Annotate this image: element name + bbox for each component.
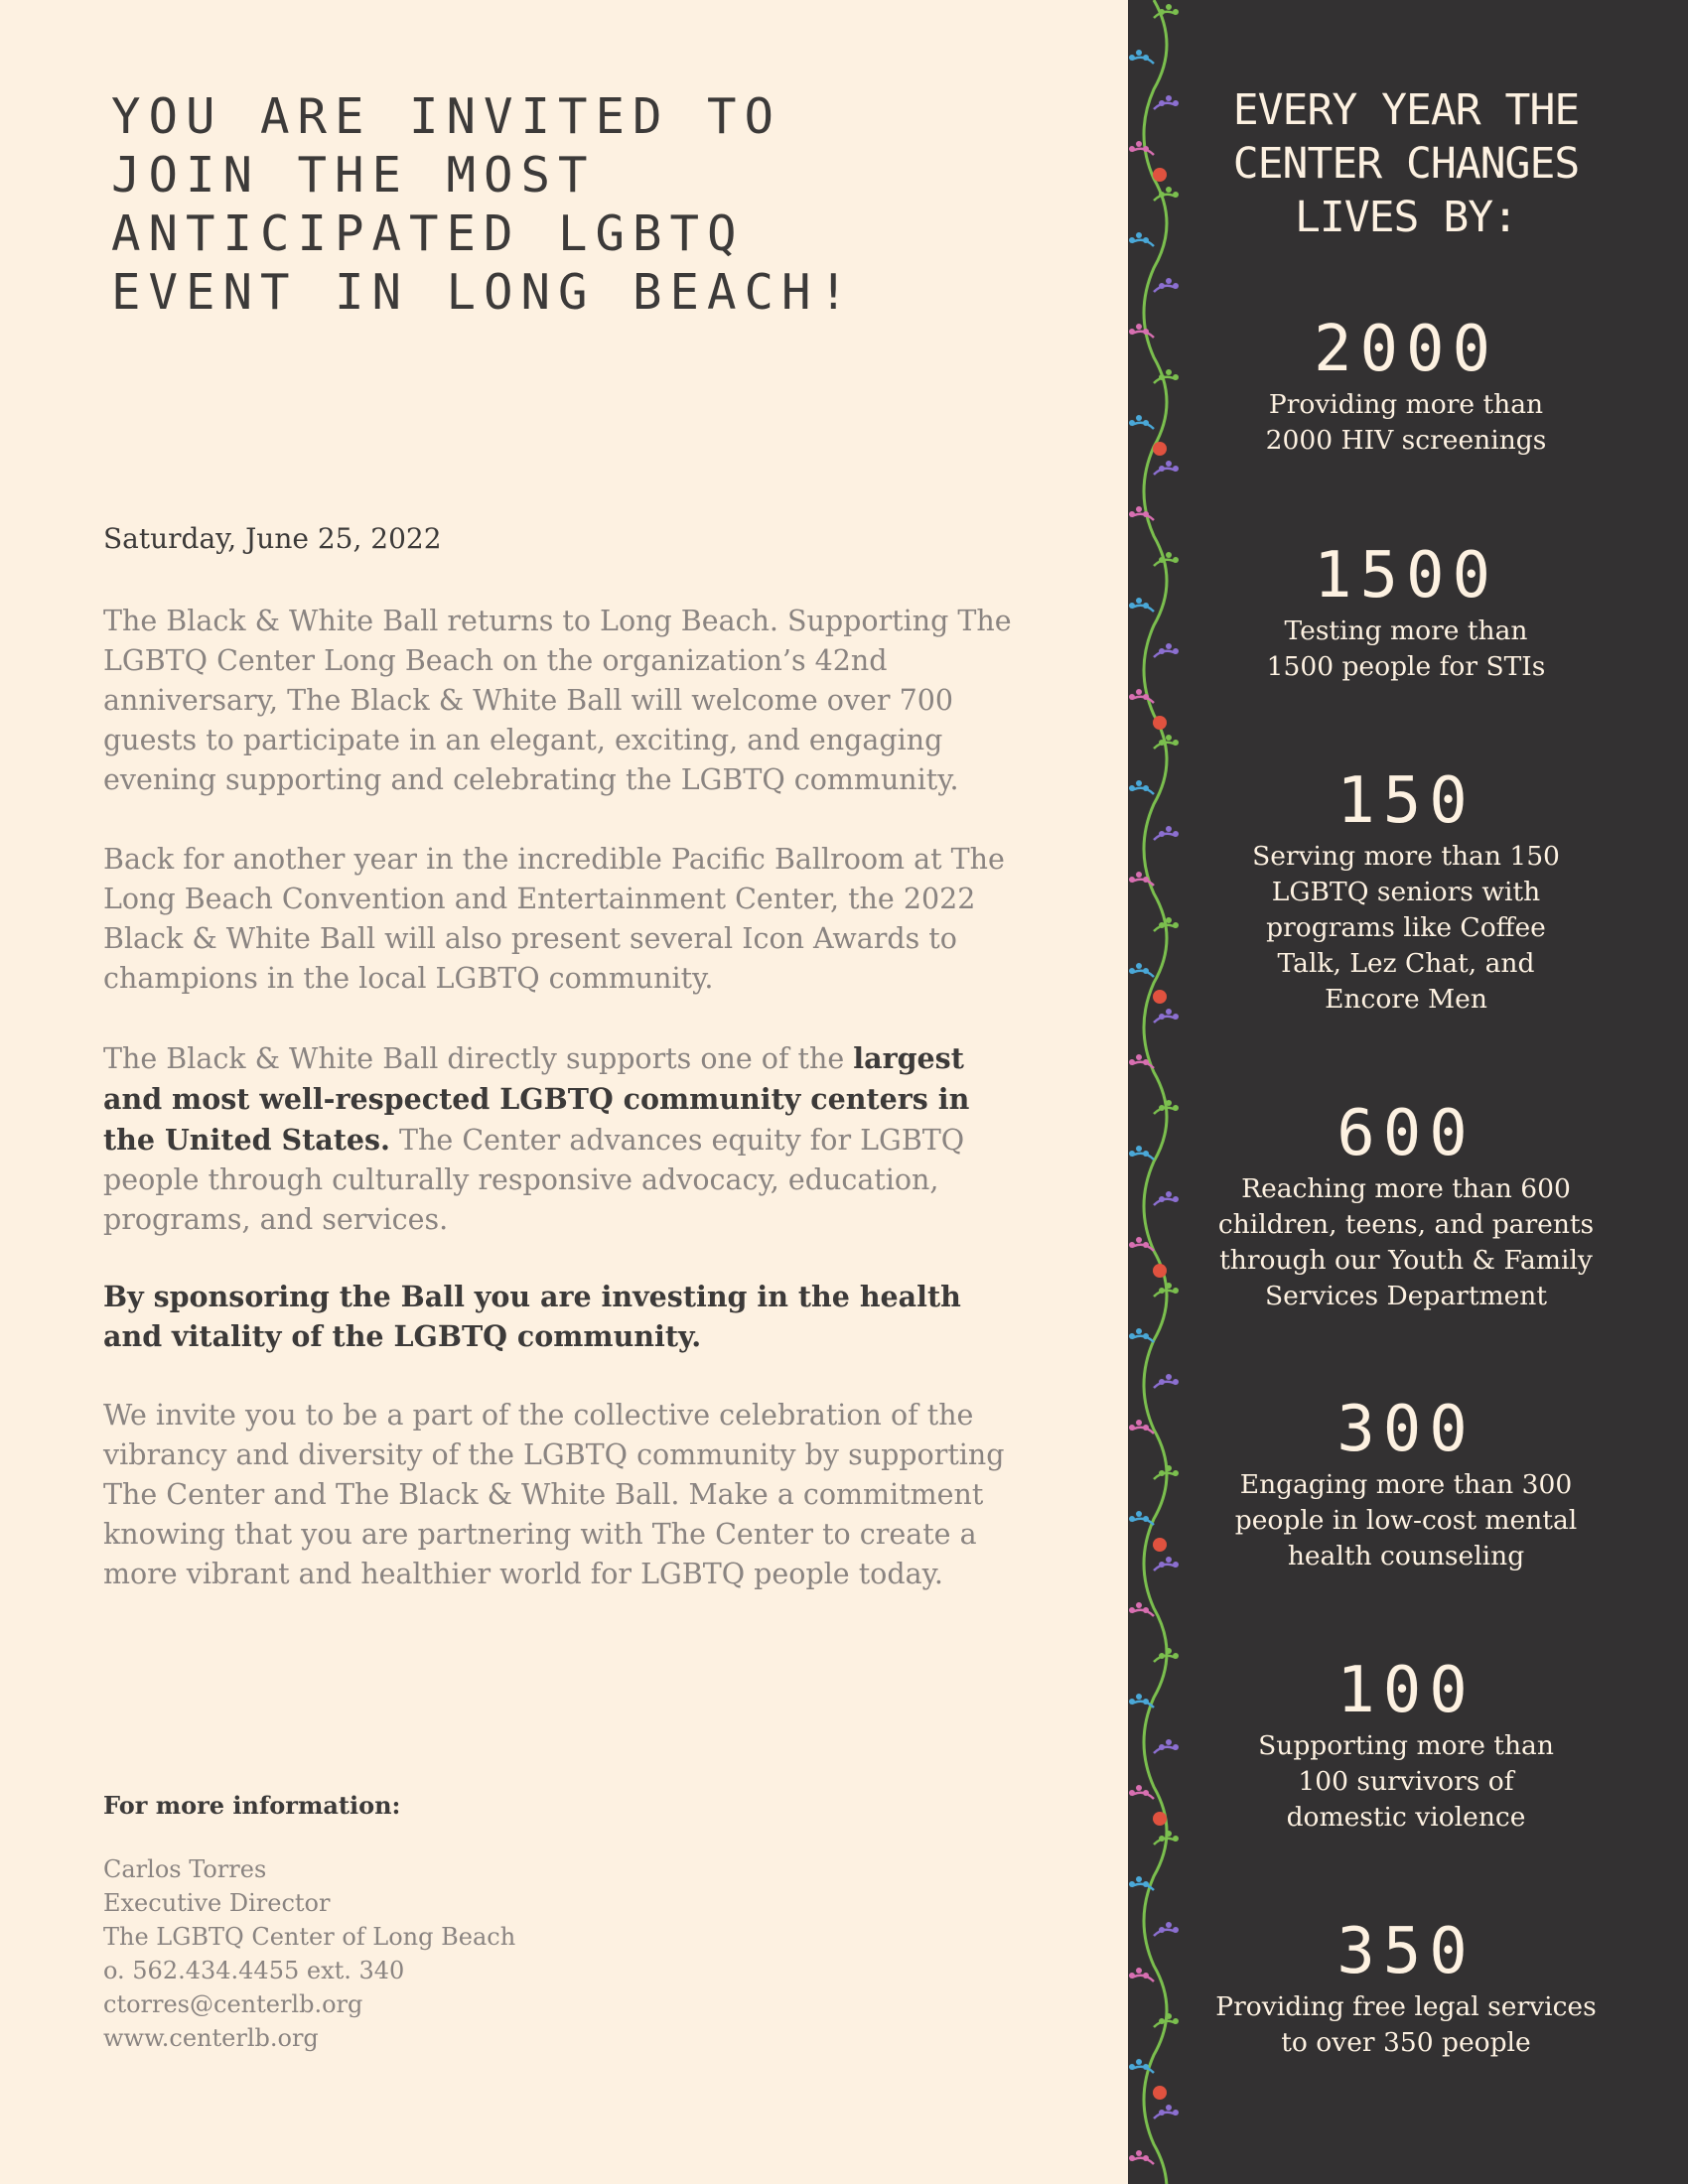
flower-icon bbox=[1153, 442, 1167, 456]
stat-number: 100 bbox=[1336, 1654, 1476, 1727]
stat-number: 350 bbox=[1336, 1915, 1476, 1988]
flower-icon bbox=[1153, 2086, 1167, 2100]
contact-phone: o. 562.434.4455 ext. 340 bbox=[103, 1957, 405, 1984]
stat-description-line: Providing more than bbox=[1268, 389, 1544, 420]
stats-title-line: EVERY YEAR THE bbox=[1232, 85, 1580, 135]
paragraph-sponsorship: By sponsoring the Ball you are investing in the health and vitality of the LGBTQ community. bbox=[103, 1280, 961, 1353]
stat-item bbox=[1188, 1916, 1624, 2061]
paragraph-mission-highlight: largest and most well-respected LGBTQ community centers in the United States. bbox=[103, 1041, 970, 1157]
vine-sprig bbox=[1154, 1191, 1179, 1205]
stat-item bbox=[1188, 765, 1624, 1018]
stats-title bbox=[1148, 83, 1664, 244]
stat-description-line: Serving more than 150 bbox=[1252, 841, 1560, 872]
vine-sprig bbox=[1129, 963, 1154, 977]
paragraph-venue: Back for another year in the incredible Pacific Ballroom at The Long Beach Convention and Entertainment Center, the 2022 Black & White Ball will also present several Icon Awards to champions in the local LGBTQ community. bbox=[103, 843, 1005, 995]
invitation-headline: YOU ARE INVITED TO JOIN THE MOST ANTICIPATED LGBTQ EVENT IN LONG BEACH! bbox=[111, 88, 857, 321]
stat-description-line: Encore Men bbox=[1325, 984, 1487, 1015]
vine-sprig bbox=[1129, 324, 1154, 338]
contact-block bbox=[103, 1852, 699, 2055]
floral-vine-decoration bbox=[1128, 0, 1196, 2184]
vine-sprig bbox=[1154, 2105, 1179, 2118]
stat-description-line: Testing more than bbox=[1284, 615, 1528, 646]
flower-icon bbox=[1153, 716, 1167, 730]
stat-number: 1500 bbox=[1313, 539, 1499, 613]
vine-sprig bbox=[1129, 689, 1154, 703]
stat-item bbox=[1188, 1098, 1624, 1314]
stat-description bbox=[1188, 614, 1624, 685]
stat-description-line: domestic violence bbox=[1286, 1802, 1526, 1833]
vine-sprig bbox=[1129, 506, 1154, 520]
stat-description-line: programs like Coffee bbox=[1266, 912, 1546, 943]
stat-description-line: health counseling bbox=[1287, 1541, 1525, 1571]
flower-icon bbox=[1153, 1538, 1167, 1552]
vine-sprig bbox=[1154, 826, 1179, 840]
paragraph-invitation: We invite you to be a part of the collective celebration of the vibrancy and diversity of the LGBTQ community by supporting The Center and The Black & White Ball. Make a commitment knowing that you are partnering with The Center to create a more vibrant and healthier world for LGBTQ people today. bbox=[103, 1399, 1005, 1590]
vine-sprig bbox=[1129, 780, 1154, 794]
vine-sprig bbox=[1129, 1694, 1154, 1707]
paragraph-mission-start: The Black & White Ball directly supports one of the bbox=[103, 1042, 854, 1075]
stat-description-line: LGBTQ seniors with bbox=[1271, 877, 1541, 907]
stat-description bbox=[1188, 1171, 1624, 1314]
vine-sprig bbox=[1154, 643, 1179, 657]
vine-sprig bbox=[1129, 1511, 1154, 1525]
stat-item bbox=[1188, 540, 1624, 685]
stat-description bbox=[1188, 839, 1624, 1018]
vine-sprig bbox=[1154, 1557, 1179, 1570]
stat-description bbox=[1188, 1989, 1624, 2061]
flower-icon bbox=[1153, 1264, 1167, 1278]
stat-description-line: 1500 people for STIs bbox=[1266, 651, 1546, 682]
flower-icon bbox=[1153, 990, 1167, 1004]
stat-description-line: to over 350 people bbox=[1281, 2027, 1531, 2058]
vine-sprig bbox=[1129, 1968, 1154, 1981]
stats-title-line: LIVES BY: bbox=[1295, 193, 1517, 242]
vine-sprig bbox=[1129, 598, 1154, 612]
stat-description-line: children, teens, and parents bbox=[1217, 1209, 1595, 1240]
stat-description-line: Reaching more than 600 bbox=[1241, 1173, 1571, 1204]
contact-title: Executive Director bbox=[103, 1889, 331, 1917]
stat-description-line: Providing free legal services bbox=[1215, 1991, 1597, 2022]
vine-sprig bbox=[1129, 1602, 1154, 1616]
vine-sprig bbox=[1129, 1785, 1154, 1799]
vine-sprig bbox=[1154, 278, 1179, 292]
stat-description bbox=[1188, 1728, 1624, 1836]
vine-sprig bbox=[1129, 2150, 1154, 2164]
stat-description bbox=[1188, 387, 1624, 459]
stat-number: 2000 bbox=[1313, 313, 1499, 386]
contact-email[interactable]: ctorres@centerlb.org bbox=[103, 1990, 363, 2018]
stat-item bbox=[1188, 1655, 1624, 1836]
vine-sprig bbox=[1154, 1374, 1179, 1388]
vine-sprig bbox=[1129, 872, 1154, 886]
event-date: Saturday, June 25, 2022 bbox=[103, 522, 442, 555]
vine-sprig bbox=[1129, 1328, 1154, 1342]
stat-description-line: people in low-cost mental bbox=[1234, 1505, 1578, 1536]
stats-title-line: CENTER CHANGES bbox=[1232, 139, 1580, 189]
vine-sprig bbox=[1154, 1739, 1179, 1753]
stat-number: 600 bbox=[1336, 1097, 1476, 1170]
paragraph-mission-end: The Center advances equity for LGBTQ people through culturally responsive advocacy, education, programs, and services. bbox=[103, 1124, 965, 1236]
paragraph-intro: The Black & White Ball returns to Long Beach. Supporting The LGBTQ Center Long Beach on the organization’s 42nd anniversary, The Black & White Ball will welcome over 700 guests to participate in an elegant, exciting, and engaging evening supporting and celebrating the LGBTQ community. bbox=[103, 605, 1012, 796]
flower-icon bbox=[1153, 1812, 1167, 1826]
vine-sprig bbox=[1129, 1146, 1154, 1160]
stat-description-line: Services Department bbox=[1264, 1281, 1548, 1311]
stat-item bbox=[1188, 1394, 1624, 1574]
stat-description-line: Talk, Lez Chat, and bbox=[1277, 948, 1535, 979]
stat-description-line: Supporting more than bbox=[1258, 1730, 1554, 1761]
contact-label: For more information: bbox=[103, 1791, 401, 1820]
stat-description-line: Engaging more than 300 bbox=[1239, 1469, 1573, 1500]
stat-description-line: through our Youth & Family bbox=[1219, 1245, 1593, 1276]
contact-website[interactable]: www.centerlb.org bbox=[103, 2024, 319, 2052]
stat-item bbox=[1188, 314, 1624, 459]
vine-sprig bbox=[1154, 461, 1179, 475]
stat-description-line: 100 survivors of bbox=[1298, 1766, 1514, 1797]
stat-number: 150 bbox=[1336, 764, 1476, 838]
stat-description bbox=[1188, 1467, 1624, 1574]
stat-number: 300 bbox=[1336, 1393, 1476, 1466]
contact-name: Carlos Torres bbox=[103, 1855, 267, 1883]
vine-sprig bbox=[1154, 1922, 1179, 1936]
vine-sprig bbox=[1129, 50, 1154, 64]
vine-stem bbox=[1144, 0, 1167, 2184]
paragraph-mission bbox=[103, 1038, 1017, 1240]
vine-sprig bbox=[1129, 415, 1154, 429]
stat-description-line: 2000 HIV screenings bbox=[1265, 425, 1547, 456]
contact-org: The LGBTQ Center of Long Beach bbox=[103, 1923, 516, 1951]
vine-sprig bbox=[1154, 1009, 1179, 1023]
vine-sprig bbox=[1154, 369, 1179, 383]
